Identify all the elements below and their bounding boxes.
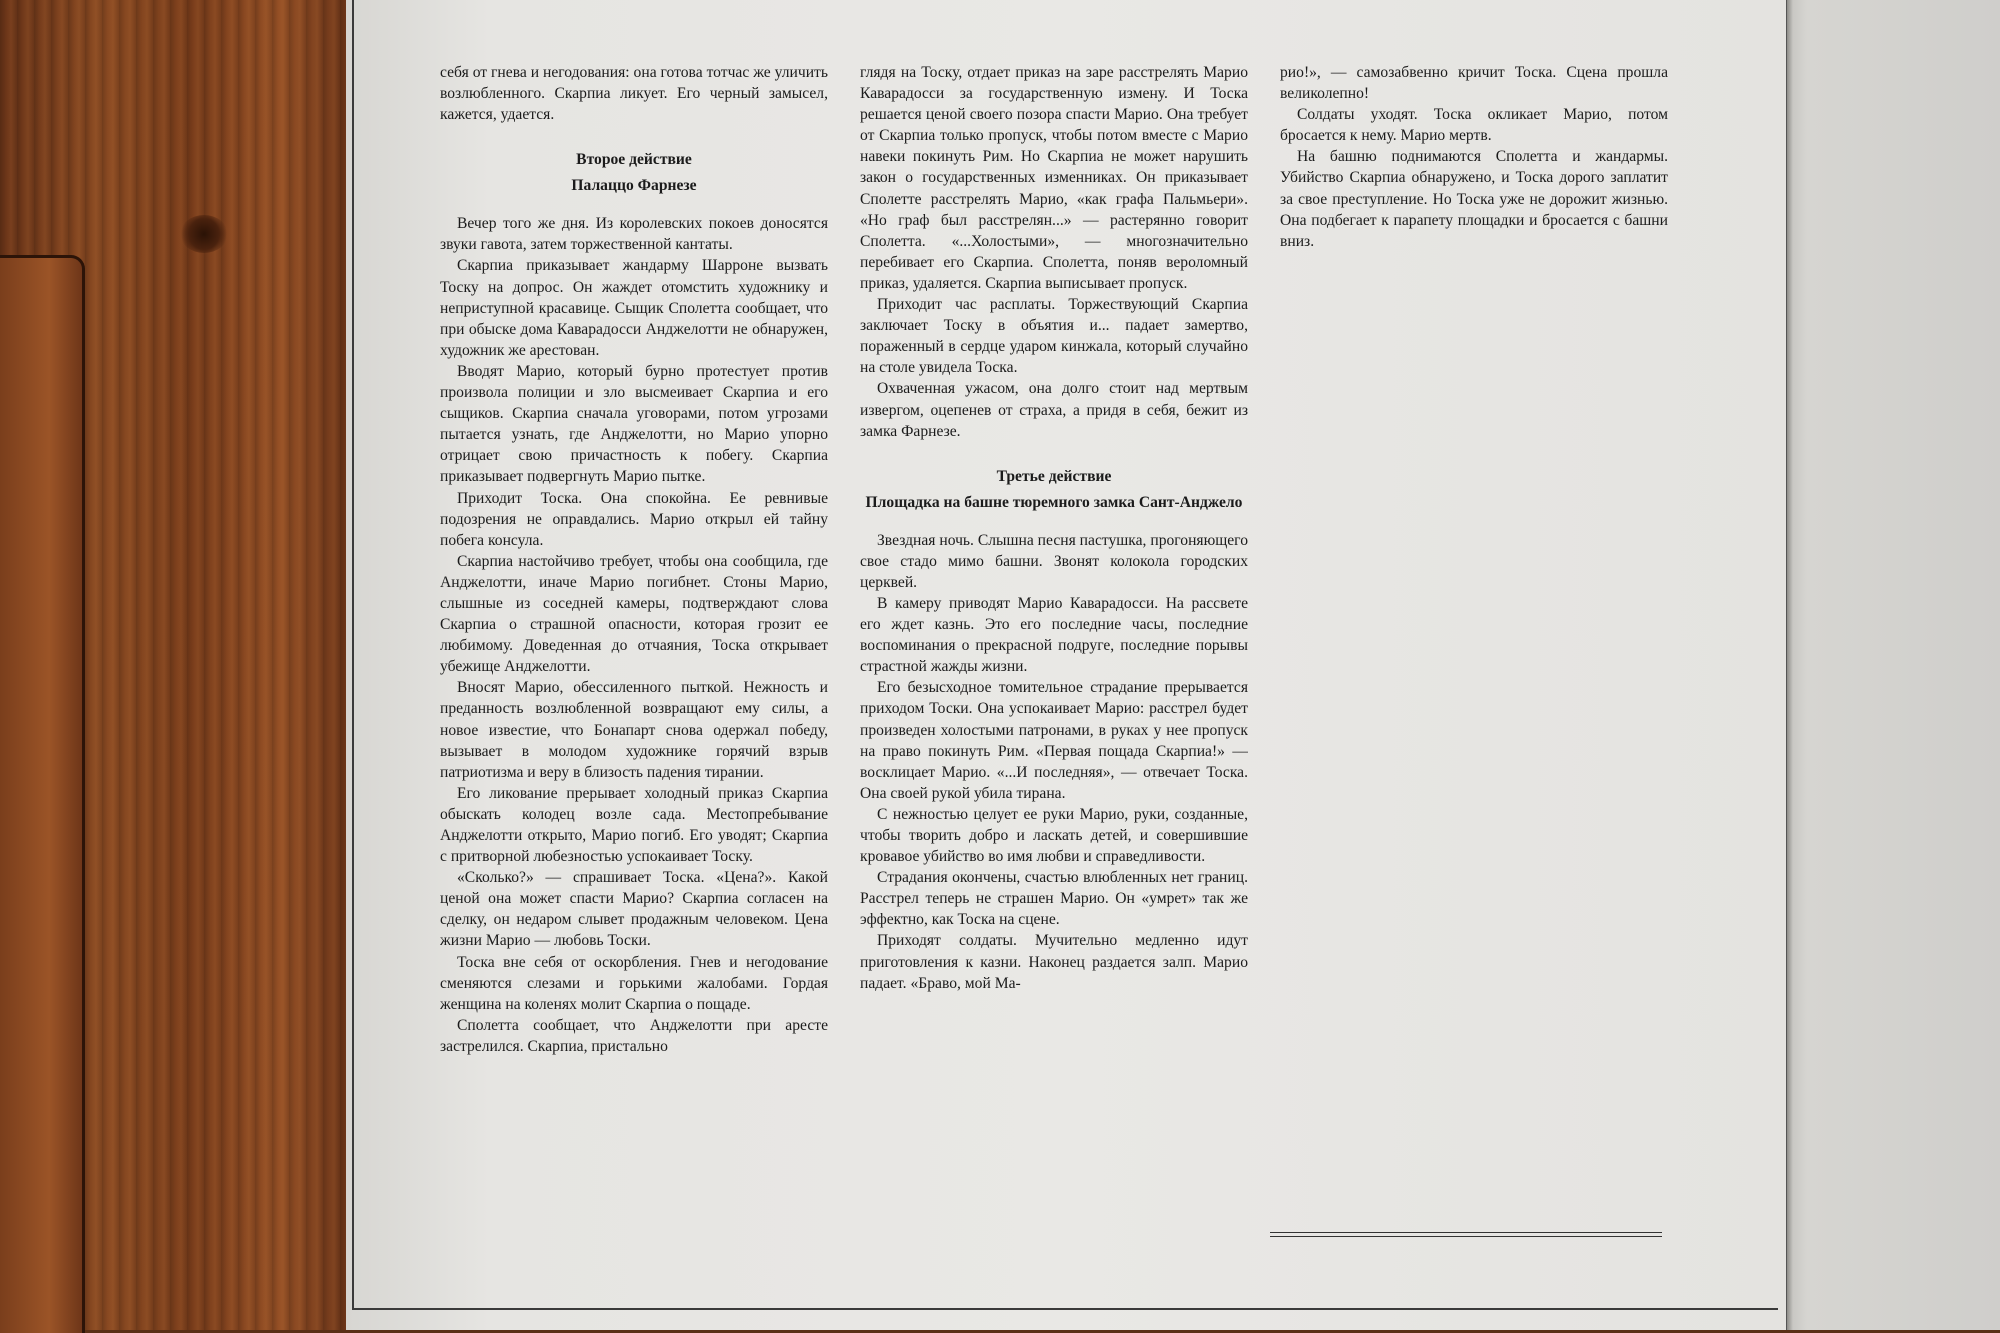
text-column-3: [1280, 62, 1668, 1252]
paragraph: «Сколько?» — спрашивает Тоска. «Цена?». Какой ценой она может спасти Марио? Скарпиа согласен на сделку, он недаром слывет продажным человеком. Цена жизни Марио — любовь Тоски.: [440, 869, 828, 950]
paragraph: В камеру приводят Марио Каварадосси. На рассвете его ждет казнь. Это его последние часы, последние воспоминания о прекрасной подруге, последние порывы страстной жажды жизни.: [860, 594, 1248, 676]
wood-knot: [180, 215, 228, 253]
act-three-heading: Третье действие: [996, 467, 1112, 485]
end-rule-divider: [1270, 1232, 1662, 1237]
text-column-2: [860, 62, 1248, 1252]
paragraph: Солдаты уходят. Тоска окликает Марио, потом бросается к нему. Марио мертв.: [1280, 106, 1668, 145]
paragraph: Вносят Марио, обессиленного пыткой. Нежность и преданность возлюбленной возвращают ему силы, а новое известие, что Бонапарт снова одержал победу, вызывает в молодом художнике горячий взрыв патриотизма и веру в близость падения тирании.: [440, 679, 828, 781]
act-two-setting: Палаццо Фарнезе: [571, 177, 697, 195]
paragraph: Сполетта сообщает, что Анджелотти при аресте застрелился. Скарпиа, пристально: [440, 1016, 828, 1055]
wooden-plank: [0, 255, 85, 1333]
paragraph: глядя на Тоску, отдает приказ на заре расстрелять Марио Каварадосси за государственную измену. И Тоска решается ценой своего позора спасти Марио. Она требует от Скарпиа только пропуск, чтобы потом вместе с Марио навеки покинуть Рим. Но Скарпиа не может нарушить закон о государственных изменниках. Он приказывает Сполетте расстрелять Марио, «как графа Пальмьери». «Но граф был расстрелян...» — растерянно говорит Сполетта. «...Холостыми», — многозначительно перебивает его Скарпиа. Сполетта, поняв вероломный приказ, удаляется. Скарпиа выписывает пропуск.: [860, 64, 1248, 292]
paragraph: Скарпиа настойчиво требует, чтобы она сообщила, где Анджелотти, иначе Марио погибнет. Стоны Марио, слышные из соседней камеры, подтверждают слова Скарпиа о страшной опасности, которая грозит ее любимому. Доведенная до отчаяния, Тоска открывает убежище Анджелотти.: [440, 552, 828, 676]
paragraph: Звездная ночь. Слышна песня пастушка, прогоняющего свое стадо мимо башни. Звонят колокола городских церквей.: [860, 531, 1248, 591]
act-two-heading: Второе действие: [576, 151, 692, 169]
paragraph: Скарпиа приказывает жандарму Шарроне вызвать Тоску на допрос. Он жаждет отомстить художнику и неприступной красавице. Сыщик Сполетта сообщает, что при обыске дома Каварадосси Анджелотти не обнаружен, художник же арестован.: [440, 257, 828, 359]
paragraph: Приходит Тоска. Она спокойна. Ее ревнивые подозрения не оправдались. Марио открыл ей тайну побега консула.: [440, 489, 828, 549]
paragraph: Приходит час расплаты. Торжествующий Скарпиа заключает Тоску в объятия и... падает замертво, пораженный в сердце ударом кинжала, который случайно на столе увидела Тоска.: [860, 296, 1248, 377]
paragraph: рио!», — самозабвенно кричит Тоска. Сцена прошла великолепно!: [1280, 64, 1668, 103]
paragraph: Тоска вне себя от оскорбления. Гнев и негодование сменяются слезами и горькими жалобами. Гордая женщина на коленях молит Скарпиа о пощаде.: [440, 953, 828, 1013]
paragraph: Охваченная ужасом, она долго стоит над мертвым извергом, оцепенев от страха, а придя в себя, бежит из замка Фарнезе.: [860, 380, 1248, 440]
paragraph: На башню поднимаются Сполетта и жандармы. Убийство Скарпиа обнаружено, и Тоска дорого заплатит за свое преступление. Но Тоска уже не дорожит жизнью. Она подбегает к парапету площадки и бросается с башни вниз.: [1280, 148, 1668, 250]
paragraph: Его ликование прерывает холодный приказ Скарпиа обыскать колодец возле сада. Местопребывание Анджелотти открыто, Марио погиб. Его уводят; Скарпиа с притворной любезностью успокаивает Тоску.: [440, 784, 828, 866]
paragraph: Его безысходное томительное страдание прерывается приходом Тоски. Она успокаивает Марио: расстрел будет произведен холостыми патронами, в руках у нее пропуск на право покинуть Рим. «Первая пощада Скарпиа!» — восклицает Марио. «...И последняя», — отвечает Тоска. Она своей рукой убила тирана.: [860, 679, 1248, 802]
paragraph: Приходят солдаты. Мучительно медленно идут приготовления к казни. Наконец раздается залп. Марио падает. «Браво, мой Ма-: [860, 932, 1248, 992]
paragraph: Вечер того же дня. Из королевских покоев доносятся звуки гавота, затем торжественной кантаты.: [440, 215, 828, 254]
paragraph: С нежностью целует ее руки Марио, руки, созданные, чтобы творить добро и ласкать детей, и совершившие кровавое убийство во имя любви и справедливости.: [860, 805, 1248, 866]
paragraph: Вводят Марио, который бурно протестует против произвола полиции и зло высмеивает Скарпиа и его сыщиков. Скарпиа сначала уговорами, потом угрозами пытается узнать, где Анджелотти, но Марио упорно отрицает свою причастность к побегу. Скарпиа приказывает подвергнуть Марио пытке.: [440, 362, 828, 486]
paragraph: себя от гнева и негодования: она готова тотчас же уличить возлюбленного. Скарпиа ликует. Его черный замысел, кажется, удается.: [440, 64, 828, 124]
text-column-1: [440, 62, 828, 1252]
paragraph: Страдания окончены, счастью влюбленных нет границ. Расстрел теперь не страшен Марио. Он «умрет» так же эффектно, как Тоска на сцене.: [860, 869, 1248, 929]
act-three-setting: Площадка на башне тюремного замка Сант-Анджело: [865, 493, 1243, 511]
next-page-edge: [1786, 0, 2000, 1330]
